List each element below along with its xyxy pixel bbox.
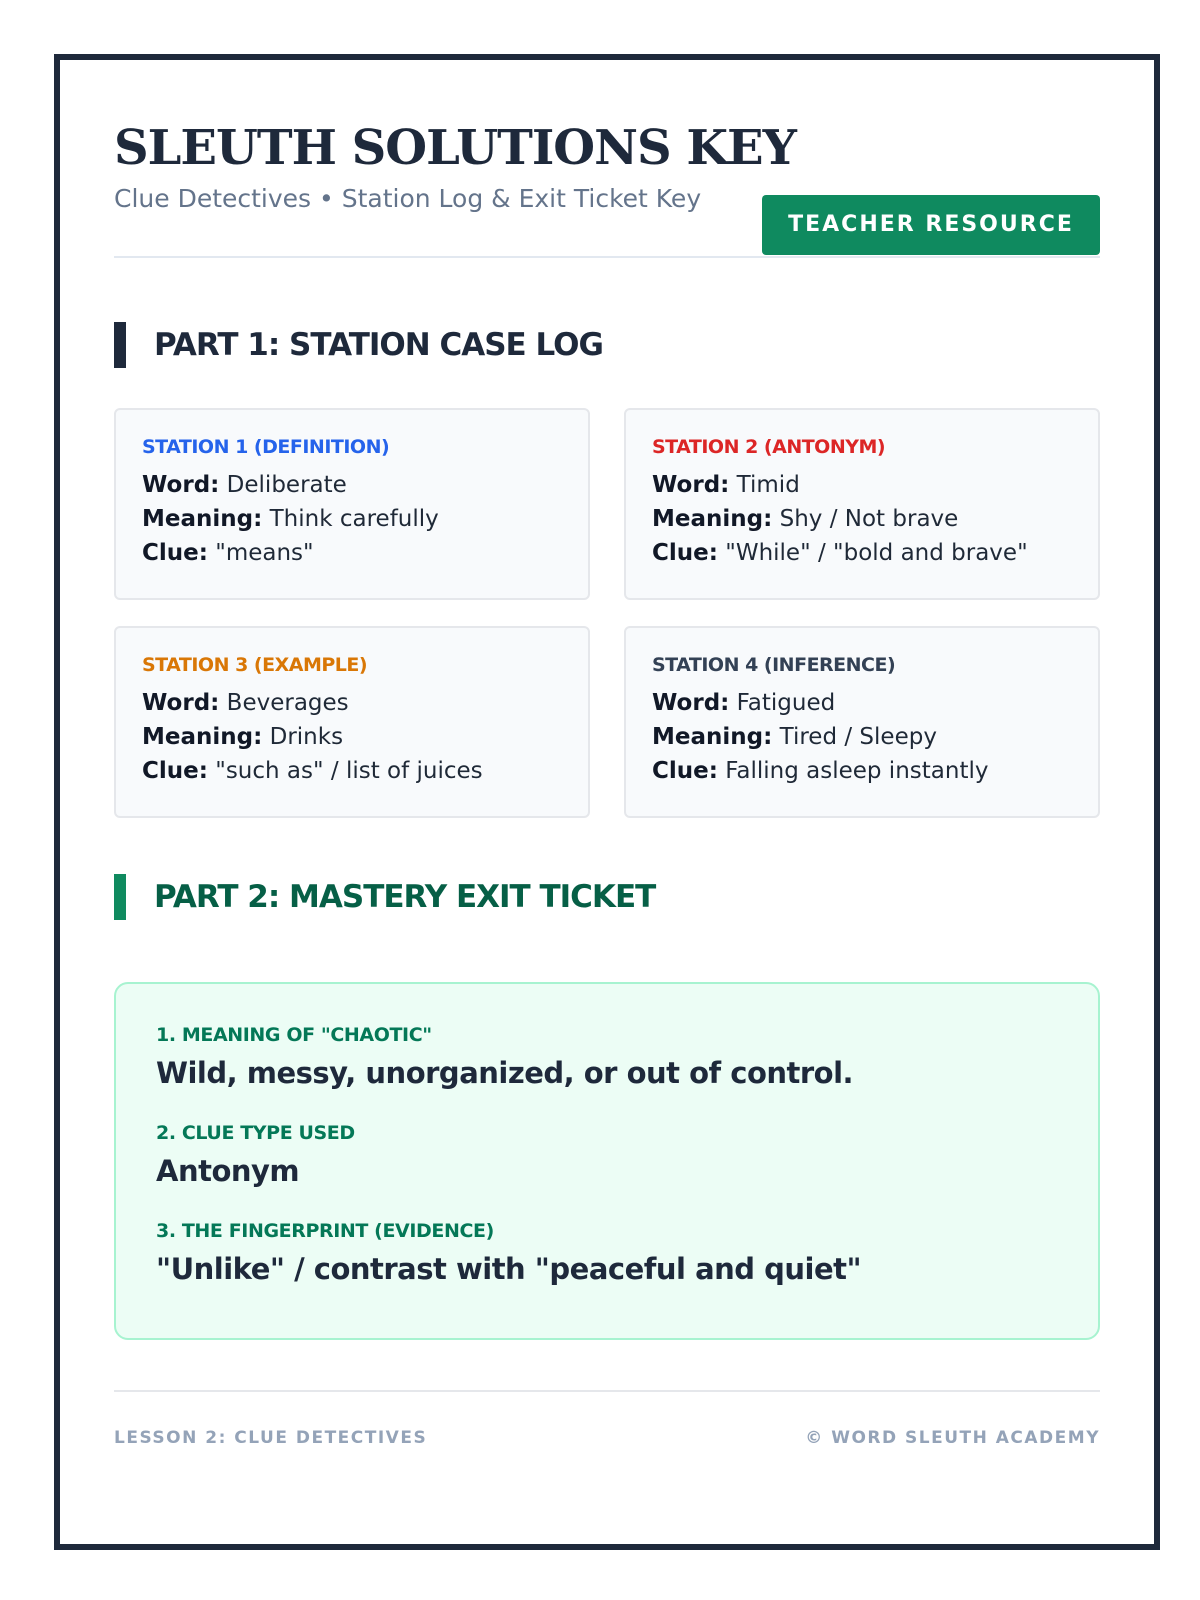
page-header [114, 118, 1100, 268]
exit-ticket-question-3 [156, 1218, 1058, 1290]
station-clue [142, 536, 562, 570]
question-answer: Antonym [156, 1154, 300, 1188]
word-field-label: Word: [652, 690, 730, 716]
meaning-value: Drinks [269, 724, 344, 750]
station-label: STATION 4 (INFERENCE) [652, 654, 896, 676]
station-word [652, 686, 1072, 720]
word-value: Beverages [226, 690, 349, 716]
exit-ticket-question-2 [156, 1120, 1058, 1192]
station-word [142, 686, 562, 720]
clue-value: Falling asleep instantly [725, 758, 989, 784]
station-clue [652, 536, 1072, 570]
question-answer: Wild, messy, unorganized, or out of control. [156, 1056, 854, 1090]
station-card-4 [624, 626, 1100, 818]
station-clue [142, 754, 562, 788]
meaning-value: Tired / Sleepy [779, 724, 937, 750]
station-card-3 [114, 626, 590, 818]
footer-lesson-label: LESSON 2: CLUE DETECTIVES [114, 1428, 428, 1448]
question-label: 2. CLUE TYPE USED [156, 1122, 355, 1144]
word-value: Timid [736, 472, 800, 498]
footer-divider [114, 1390, 1100, 1392]
clue-field-label: Clue: [652, 758, 718, 784]
clue-field-label: Clue: [142, 540, 208, 566]
footer-copyright: © WORD SLEUTH ACADEMY [805, 1428, 1100, 1448]
part1-title: PART 1: STATION CASE LOG [154, 327, 603, 363]
station-meaning [652, 502, 1072, 536]
word-field-label: Word: [652, 472, 730, 498]
page-subtitle: Clue Detectives • Station Log & Exit Ticket Key [114, 184, 702, 213]
sheet-content [114, 60, 1100, 1544]
exit-ticket-card [114, 982, 1100, 1340]
meaning-field-label: Meaning: [142, 506, 263, 532]
clue-field-label: Clue: [142, 758, 208, 784]
station-word [142, 468, 562, 502]
word-value: Deliberate [226, 472, 347, 498]
part2-heading [114, 874, 1100, 922]
part1-accent-bar [114, 322, 126, 368]
teacher-resource-badge: TEACHER RESOURCE [762, 195, 1100, 255]
part1-heading [114, 322, 1100, 370]
header-divider [114, 256, 1100, 258]
clue-field-label: Clue: [652, 540, 718, 566]
station-card-1 [114, 408, 590, 600]
station-label: STATION 3 (EXAMPLE) [142, 654, 368, 676]
word-field-label: Word: [142, 472, 220, 498]
station-word [652, 468, 1072, 502]
word-value: Fatigued [736, 690, 836, 716]
page-title: SLEUTH SOLUTIONS KEY [114, 120, 796, 176]
word-field-label: Word: [142, 690, 220, 716]
station-card-2 [624, 408, 1100, 600]
station-meaning [142, 502, 562, 536]
meaning-field-label: Meaning: [652, 724, 773, 750]
question-label: 3. THE FINGERPRINT (EVIDENCE) [156, 1220, 494, 1242]
clue-value: "means" [215, 540, 314, 566]
station-meaning [652, 720, 1072, 754]
meaning-value: Think carefully [269, 506, 439, 532]
exit-ticket-question-1 [156, 1022, 1058, 1094]
answer-key-sheet [54, 54, 1160, 1550]
meaning-field-label: Meaning: [142, 724, 263, 750]
station-clue [652, 754, 1072, 788]
clue-value: "While" / "bold and brave" [725, 540, 1028, 566]
meaning-value: Shy / Not brave [779, 506, 959, 532]
question-answer: "Unlike" / contrast with "peaceful and quiet" [156, 1252, 862, 1286]
station-meaning [142, 720, 562, 754]
meaning-field-label: Meaning: [652, 506, 773, 532]
station-label: STATION 1 (DEFINITION) [142, 436, 390, 458]
station-label: STATION 2 (ANTONYM) [652, 436, 886, 458]
part2-title: PART 2: MASTERY EXIT TICKET [154, 879, 656, 915]
part2-accent-bar [114, 874, 126, 920]
question-label: 1. MEANING OF "CHAOTIC" [156, 1024, 432, 1046]
clue-value: "such as" / list of juices [215, 758, 483, 784]
